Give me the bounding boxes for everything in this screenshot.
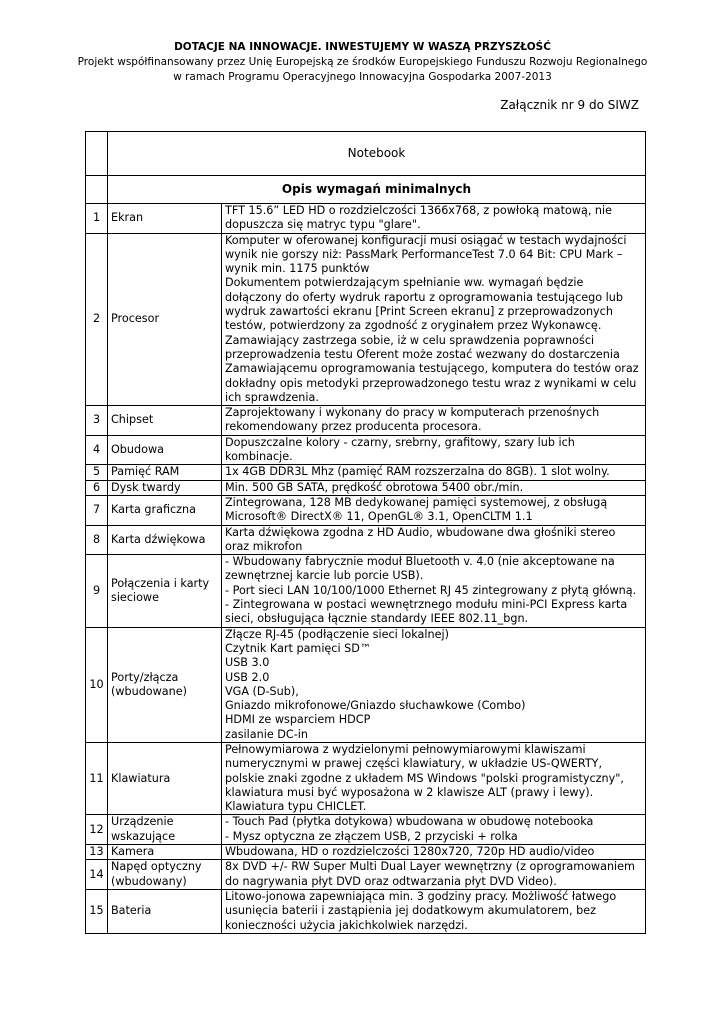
row-component: Pamięć RAM — [108, 465, 222, 480]
row-component: Procesor — [108, 233, 222, 406]
row-number: 14 — [86, 860, 108, 890]
table-row — [86, 204, 646, 234]
table-row — [86, 555, 646, 627]
row-requirements: 8x DVD +/- RW Super Multi Dual Layer wewnętrzny (z oprogramowaniem do nagrywania płyt DVD oraz odtwarzania płyt DVD Video). — [222, 860, 646, 890]
row-number: 12 — [86, 815, 108, 845]
table-subtitle: Opis wymagań minimalnych — [108, 176, 646, 204]
table-row — [86, 627, 646, 742]
row-requirements: Zintegrowana, 128 MB dedykowanej pamięci systemowej, z obsługą Microsoft® DirectX® 11, OpenGL® 3.1, OpenCLTM 1.1 — [222, 495, 646, 525]
row-component: Kamera — [108, 845, 222, 860]
row-number: 3 — [86, 406, 108, 436]
row-requirements: Pełnowymiarowa z wydzielonymi pełnowymiarowymi klawiszami numerycznymi w prawej części klawiatury, w układzie US-QWERTY, polskie znaki zgodne z układem MS Windows "polski programistyczny", klawiatura musi być wyposażona w 2 klawisze ALT (prawy i lewy). Klawiatura typu CHICLET. — [222, 742, 646, 814]
row-requirements: Litowo-jonowa zapewniająca min. 3 godziny pracy. Możliwość łatwego usunięcia baterii i zastąpienia jej dodatkowym akumulatorem, bez konieczności użycia jakichkolwiek narzędzi. — [222, 889, 646, 933]
row-component: Karta graficzna — [108, 495, 222, 525]
row-component: Porty/złącza (wbudowane) — [108, 627, 222, 742]
row-number: 2 — [86, 233, 108, 406]
table-row — [86, 845, 646, 860]
row-component: Karta dźwiękowa — [108, 525, 222, 555]
table-row — [86, 406, 646, 436]
row-component: Klawiatura — [108, 742, 222, 814]
header-line-2: Projekt współfinansowany przez Unię Europejską ze środków Europejskiego Funduszu Rozwoju Regionalnego — [77, 56, 648, 68]
row-number: 5 — [86, 465, 108, 480]
row-number: 1 — [86, 204, 108, 234]
table-row — [86, 465, 646, 480]
table-subtitle-row — [86, 176, 646, 204]
row-number: 7 — [86, 495, 108, 525]
table-row — [86, 889, 646, 933]
row-component: Chipset — [108, 406, 222, 436]
table-row — [86, 233, 646, 406]
table-body — [86, 204, 646, 934]
row-requirements: Zaprojektowany i wykonany do pracy w komputerach przenośnych rekomendowany przez producenta procesora. — [222, 406, 646, 436]
row-component: Napęd optyczny (wbudowany) — [108, 860, 222, 890]
row-requirements: Karta dźwiękowa zgodna z HD Audio, wbudowane dwa głośniki stereo oraz mikrofon — [222, 525, 646, 555]
row-requirements: Min. 500 GB SATA, prędkość obrotowa 5400 obr./min. — [222, 480, 646, 495]
row-requirements: 1x 4GB DDR3L Mhz (pamięć RAM rozszerzalna do 8GB). 1 slot wolny. — [222, 465, 646, 480]
row-number: 4 — [86, 435, 108, 465]
row-number: 9 — [86, 555, 108, 627]
header-title: DOTACJE NA INNOWACJE. INWESTUJEMY W WASZĄ PRZYSZŁOŚĆ — [174, 41, 551, 53]
table-row — [86, 525, 646, 555]
table-title-row — [86, 132, 646, 176]
table-row — [86, 495, 646, 525]
table-row — [86, 742, 646, 814]
table-row — [86, 815, 646, 845]
row-requirements: - Wbudowany fabrycznie moduł Bluetooth v. 4.0 (nie akceptowane na zewnętrznej karcie lub porcie USB). - Port sieci LAN 10/100/1000 Ethernet RJ 45 zintegrowany z płytą główną. - Zintegrowana w postaci wewnętrznego modułu mini-PCI Express karta sieci, obsługująca łącznie standardy IEEE 802.11_bgn. — [222, 555, 646, 627]
row-component: Bateria — [108, 889, 222, 933]
table-row — [86, 860, 646, 890]
row-component: Obudowa — [108, 435, 222, 465]
subtitle-empty-cell — [86, 176, 108, 204]
row-number: 11 — [86, 742, 108, 814]
row-number: 15 — [86, 889, 108, 933]
header-line-3: w ramach Programu Operacyjnego Innowacyjna Gospodarka 2007-2013 — [173, 71, 552, 83]
annex-label: Załącznik nr 9 do SIWZ — [500, 98, 639, 112]
row-component: Dysk twardy — [108, 480, 222, 495]
row-component: Ekran — [108, 204, 222, 234]
row-requirements: Komputer w oferowanej konfiguracji musi osiągać w testach wydajności wynik nie gorszy niż: PassMark PerformanceTest 7.0 64 Bit: CPU Mark – wynik min. 1175 punktów Dokumentem potwierdzającym spełnianie ww. wymagań będzie dołączony do oferty wydruk raportu z oprogramowania testującego lub wydruk zawartości ekranu [Print Screen ekranu] z przeprowadzonych testów, potwierdzony za zgodność z oryginałem przez Wykonawcę. Zamawiający zastrzega sobie, iż w celu sprawdzenia poprawności przeprowadzenia testu Oferent może zostać wezwany do dostarczenia Zamawiającemu oprogramowania testującego, komputera do testów oraz dokładny opis metodyki przeprowadzonego testu wraz z wynikami w celu ich sprawdzenia. — [222, 233, 646, 406]
row-requirements: Dopuszczalne kolory - czarny, srebrny, grafitowy, szary lub ich kombinacje. — [222, 435, 646, 465]
document-header — [0, 40, 725, 85]
row-requirements: - Touch Pad (płytka dotykowa) wbudowana w obudowę notebooka - Mysz optyczna ze złączem USB, 2 przyciski + rolka — [222, 815, 646, 845]
row-requirements: TFT 15.6” LED HD o rozdzielczości 1366x768, z powłoką matową, nie dopuszcza się matryc typu "glare". — [222, 204, 646, 234]
row-requirements: Złącze RJ-45 (podłączenie sieci lokalnej) Czytnik Kart pamięci SD™ USB 3.0 USB 2.0 VGA (D-Sub), Gniazdo mikrofonowe/Gniazdo słuchawkowe (Combo) HDMI ze wsparciem HDCP zasilanie DC-in — [222, 627, 646, 742]
row-component: Urządzenie wskazujące — [108, 815, 222, 845]
row-requirements: Wbudowana, HD o rozdzielczości 1280x720, 720p HD audio/video — [222, 845, 646, 860]
row-component: Połączenia i karty sieciowe — [108, 555, 222, 627]
requirements-table — [85, 131, 646, 934]
row-number: 13 — [86, 845, 108, 860]
row-number: 6 — [86, 480, 108, 495]
table-title: Notebook — [108, 132, 646, 176]
row-number: 8 — [86, 525, 108, 555]
table-row — [86, 435, 646, 465]
row-number: 10 — [86, 627, 108, 742]
table-row — [86, 480, 646, 495]
title-empty-cell — [86, 132, 108, 176]
